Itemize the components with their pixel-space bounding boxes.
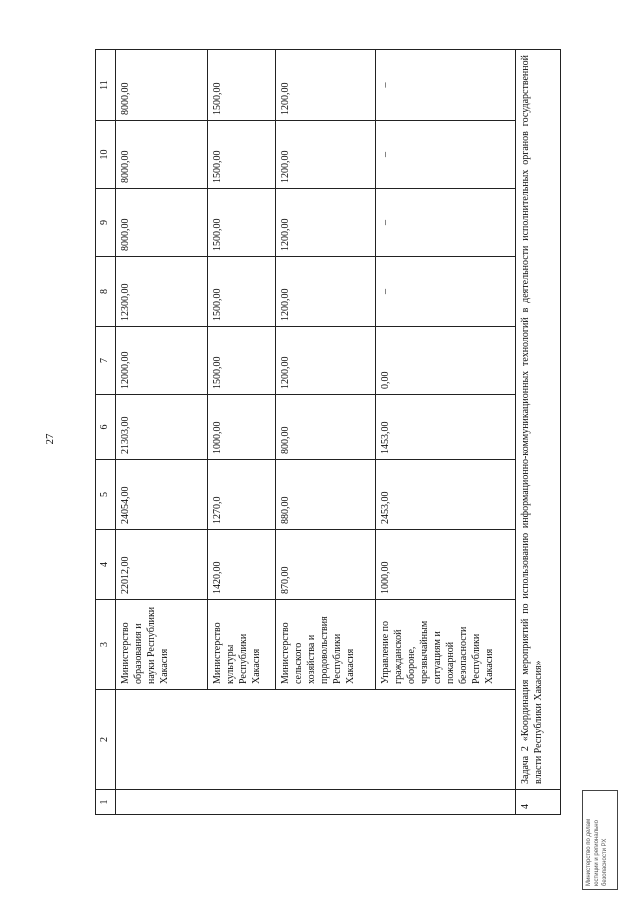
empty-cell [116,690,516,790]
stamp-line: Министерство по делам [586,818,592,886]
task-number: 4 [516,790,561,815]
value-cell: 1200,00 [276,257,376,327]
rotated-table-container [95,50,553,815]
header-cell: 6 [96,395,116,460]
value-cell: 1200,00 [276,189,376,257]
page-number: 27 [44,433,56,445]
value-cell: 1500,00 [208,50,276,121]
value-cell: 21303,00 [116,395,208,460]
value-cell: – [376,189,516,257]
value-cell: 1500,00 [208,121,276,189]
stamp-line: безопасности РХ [602,838,609,886]
header-cell: 4 [96,530,116,600]
header-cell: 2 [96,690,116,790]
value-cell: 8000,00 [116,121,208,189]
executor-cell: Управление по гражданской обороне, чрезвычайным ситуациям и пожарной безопасности Республики Хакасия [376,600,516,690]
executor-cell: Министерство культуры Республики Хакасия [208,600,276,690]
header-cell: 7 [96,327,116,395]
value-cell: 1000,00 [208,395,276,460]
header-cell: 8 [96,257,116,327]
stamp-line: юстиции и регионально [594,820,601,886]
empty-cell [116,790,516,815]
value-cell: – [376,50,516,121]
registration-stamp [582,790,618,890]
table-row [116,50,208,815]
value-cell: 2453,00 [376,460,516,530]
budget-table [95,49,561,815]
value-cell: 24054,00 [116,460,208,530]
value-cell: 1200,00 [276,121,376,189]
value-cell: – [376,257,516,327]
header-cell: 3 [96,600,116,690]
value-cell: 1500,00 [208,327,276,395]
value-cell: 0,00 [376,327,516,395]
header-cell: 11 [96,50,116,121]
value-cell: 12000,00 [116,327,208,395]
header-cell: 1 [96,790,116,815]
executor-cell: Министерство сельского хозяйства и продовольствия Республики Хакасия [276,600,376,690]
value-cell: 1453,00 [376,395,516,460]
header-cell: 10 [96,121,116,189]
value-cell: 1420,00 [208,530,276,600]
value-cell: 22012,00 [116,530,208,600]
value-cell: 1000,00 [376,530,516,600]
value-cell: 880,00 [276,460,376,530]
executor-cell: Министерство образования и науки Республики Хакасия [116,600,208,690]
value-cell: – [376,121,516,189]
value-cell: 8000,00 [116,50,208,121]
value-cell: 1200,00 [276,327,376,395]
value-cell: 1500,00 [208,257,276,327]
value-cell: 1500,00 [208,189,276,257]
header-cell: 5 [96,460,116,530]
task-description: Задача 2 «Координация мероприятий по использованию информационно-коммуникационных технологий в деятельности исполнительных органов государственной власти Республики Хакасия» [516,50,561,790]
value-cell: 8000,00 [116,189,208,257]
value-cell: 1270,0 [208,460,276,530]
header-row [96,50,116,815]
task-row [516,50,561,815]
value-cell: 800,00 [276,395,376,460]
value-cell: 870,00 [276,530,376,600]
value-cell: 1200,00 [276,50,376,121]
header-cell: 9 [96,189,116,257]
value-cell: 12300,00 [116,257,208,327]
